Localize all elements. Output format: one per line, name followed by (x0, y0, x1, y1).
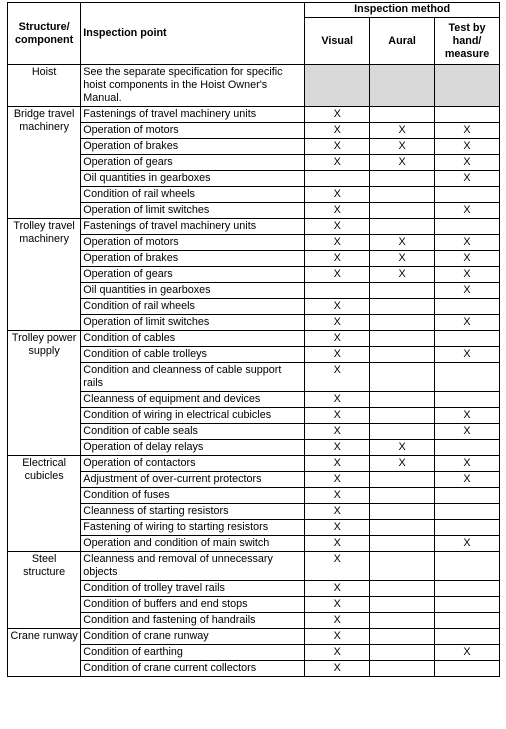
inspection-point-cell: Operation of gears (81, 155, 305, 171)
test-cell (435, 581, 500, 597)
table-row (8, 251, 500, 267)
test-cell: X (435, 251, 500, 267)
inspection-point-cell: Fastening of wiring to starting resistors (81, 520, 305, 536)
test-cell: X (435, 283, 500, 299)
test-cell (435, 661, 500, 677)
inspection-point-header: Inspection point (81, 3, 305, 65)
table-row (8, 65, 500, 107)
table-row (8, 661, 500, 677)
test-cell: X (435, 456, 500, 472)
test-cell (435, 520, 500, 536)
aural-cell (370, 187, 435, 203)
visual-header: Visual (305, 18, 370, 65)
inspection-point-cell: Operation of gears (81, 267, 305, 283)
aural-cell (370, 283, 435, 299)
aural-cell (370, 504, 435, 520)
inspection-point-cell: Operation of contactors (81, 456, 305, 472)
visual-cell: X (305, 645, 370, 661)
visual-cell: X (305, 581, 370, 597)
test-cell (435, 613, 500, 629)
aural-cell (370, 661, 435, 677)
visual-cell: X (305, 299, 370, 315)
aural-cell (370, 629, 435, 645)
table-row (8, 187, 500, 203)
inspection-point-cell: Cleanness of starting resistors (81, 504, 305, 520)
structure-component-cell: Steel structure (8, 552, 81, 629)
aural-cell: X (370, 155, 435, 171)
visual-cell: X (305, 331, 370, 347)
table-row (8, 456, 500, 472)
test-cell (435, 504, 500, 520)
table-row (8, 440, 500, 456)
inspection-point-cell: Condition of earthing (81, 645, 305, 661)
visual-cell: X (305, 440, 370, 456)
table-row (8, 472, 500, 488)
table-row (8, 363, 500, 392)
visual-cell: X (305, 597, 370, 613)
table-row (8, 504, 500, 520)
aural-cell: X (370, 251, 435, 267)
aural-cell (370, 331, 435, 347)
visual-cell: X (305, 155, 370, 171)
table-row (8, 219, 500, 235)
inspection-table-container (7, 2, 500, 677)
inspection-point-cell: Operation of limit switches (81, 315, 305, 331)
visual-cell: X (305, 139, 370, 155)
aural-cell (370, 424, 435, 440)
test-cell: X (435, 536, 500, 552)
structure-component-cell: Electrical cubicles (8, 456, 81, 552)
visual-cell: X (305, 187, 370, 203)
inspection-table (7, 2, 500, 677)
inspection-point-cell: Operation of brakes (81, 139, 305, 155)
inspection-point-cell: Condition of crane runway (81, 629, 305, 645)
test-cell (435, 187, 500, 203)
aural-cell (370, 347, 435, 363)
table-row (8, 629, 500, 645)
table-row (8, 203, 500, 219)
inspection-point-cell: Cleanness of equipment and devices (81, 392, 305, 408)
inspection-point-cell: Condition of wiring in electrical cubicles (81, 408, 305, 424)
inspection-method-header: Inspection method (305, 3, 500, 18)
test-cell: X (435, 155, 500, 171)
visual-cell (305, 65, 370, 107)
inspection-point-cell: Condition of trolley travel rails (81, 581, 305, 597)
inspection-point-cell: Operation of motors (81, 235, 305, 251)
visual-cell: X (305, 363, 370, 392)
visual-cell: X (305, 123, 370, 139)
aural-cell (370, 597, 435, 613)
table-row (8, 299, 500, 315)
test-cell: X (435, 123, 500, 139)
inspection-point-cell: Operation and condition of main switch (81, 536, 305, 552)
inspection-point-cell: Condition of cable seals (81, 424, 305, 440)
visual-cell: X (305, 424, 370, 440)
aural-cell (370, 107, 435, 123)
table-row (8, 613, 500, 629)
inspection-point-cell: Condition and fastening of handrails (81, 613, 305, 629)
inspection-point-cell: See the separate specification for specific hoist components in the Hoist Owner's Manual. (81, 65, 305, 107)
aural-cell (370, 299, 435, 315)
aural-cell (370, 472, 435, 488)
aural-cell (370, 408, 435, 424)
table-row (8, 408, 500, 424)
inspection-point-cell: Condition of rail wheels (81, 299, 305, 315)
inspection-point-cell: Operation of delay relays (81, 440, 305, 456)
inspection-point-cell: Adjustment of over-current protectors (81, 472, 305, 488)
table-row (8, 171, 500, 187)
test-cell (435, 107, 500, 123)
aural-cell (370, 363, 435, 392)
inspection-point-cell: Fastenings of travel machinery units (81, 107, 305, 123)
structure-component-header: Structure/ component (8, 3, 81, 65)
table-row (8, 552, 500, 581)
aural-cell (370, 488, 435, 504)
inspection-point-cell: Fastenings of travel machinery units (81, 219, 305, 235)
aural-cell (370, 392, 435, 408)
aural-cell: X (370, 235, 435, 251)
aural-cell (370, 203, 435, 219)
visual-cell: X (305, 251, 370, 267)
visual-cell: X (305, 520, 370, 536)
table-row (8, 488, 500, 504)
test-cell (435, 363, 500, 392)
aural-cell: X (370, 123, 435, 139)
aural-cell (370, 581, 435, 597)
table-row (8, 536, 500, 552)
visual-cell (305, 283, 370, 299)
visual-cell: X (305, 219, 370, 235)
test-cell: X (435, 171, 500, 187)
test-cell: X (435, 424, 500, 440)
inspection-point-cell: Condition of crane current collectors (81, 661, 305, 677)
visual-cell: X (305, 392, 370, 408)
test-cell (435, 488, 500, 504)
table-row (8, 315, 500, 331)
inspection-point-cell: Oil quantities in gearboxes (81, 283, 305, 299)
visual-cell: X (305, 661, 370, 677)
visual-cell: X (305, 613, 370, 629)
table-row (8, 123, 500, 139)
visual-cell: X (305, 267, 370, 283)
table-row (8, 392, 500, 408)
aural-cell: X (370, 139, 435, 155)
visual-cell: X (305, 235, 370, 251)
structure-component-cell: Trolley power supply (8, 331, 81, 456)
test-cell (435, 629, 500, 645)
visual-cell: X (305, 203, 370, 219)
visual-cell: X (305, 536, 370, 552)
structure-component-cell: Trolley travel machinery (8, 219, 81, 331)
test-cell (435, 597, 500, 613)
visual-cell: X (305, 629, 370, 645)
inspection-point-cell: Condition of cables (81, 331, 305, 347)
table-row (8, 107, 500, 123)
table-row (8, 155, 500, 171)
test-cell (435, 552, 500, 581)
table-row (8, 347, 500, 363)
test-cell: X (435, 203, 500, 219)
visual-cell: X (305, 472, 370, 488)
test-cell (435, 219, 500, 235)
table-row (8, 597, 500, 613)
structure-component-cell: Hoist (8, 65, 81, 107)
inspection-table-body (8, 65, 500, 677)
test-cell: X (435, 315, 500, 331)
visual-cell: X (305, 488, 370, 504)
aural-header: Aural (370, 18, 435, 65)
aural-cell (370, 219, 435, 235)
structure-component-cell: Bridge travel machinery (8, 107, 81, 219)
test-by-hand-measure-header: Test by hand/ measure (435, 18, 500, 65)
test-cell: X (435, 267, 500, 283)
test-cell (435, 440, 500, 456)
visual-cell: X (305, 456, 370, 472)
test-cell (435, 392, 500, 408)
test-cell: X (435, 645, 500, 661)
table-row (8, 331, 500, 347)
inspection-point-cell: Condition of buffers and end stops (81, 597, 305, 613)
aural-cell (370, 315, 435, 331)
inspection-point-cell: Condition of cable trolleys (81, 347, 305, 363)
aural-cell (370, 65, 435, 107)
inspection-point-cell: Cleanness and removal of unnecessary objects (81, 552, 305, 581)
test-cell (435, 331, 500, 347)
test-cell: X (435, 235, 500, 251)
aural-cell (370, 536, 435, 552)
table-row (8, 283, 500, 299)
table-row (8, 581, 500, 597)
visual-cell (305, 171, 370, 187)
structure-component-cell: Crane runway (8, 629, 81, 677)
table-row (8, 520, 500, 536)
aural-cell: X (370, 267, 435, 283)
test-cell: X (435, 408, 500, 424)
test-cell (435, 299, 500, 315)
test-cell: X (435, 139, 500, 155)
visual-cell: X (305, 504, 370, 520)
table-row (8, 645, 500, 661)
visual-cell: X (305, 107, 370, 123)
aural-cell (370, 520, 435, 536)
inspection-point-cell: Operation of limit switches (81, 203, 305, 219)
inspection-point-cell: Oil quantities in gearboxes (81, 171, 305, 187)
table-row (8, 267, 500, 283)
aural-cell (370, 171, 435, 187)
aural-cell (370, 645, 435, 661)
table-row (8, 139, 500, 155)
table-row (8, 424, 500, 440)
inspection-point-cell: Condition of rail wheels (81, 187, 305, 203)
visual-cell: X (305, 552, 370, 581)
test-cell: X (435, 472, 500, 488)
visual-cell: X (305, 315, 370, 331)
inspection-point-cell: Condition of fuses (81, 488, 305, 504)
aural-cell: X (370, 440, 435, 456)
visual-cell: X (305, 408, 370, 424)
inspection-point-cell: Operation of motors (81, 123, 305, 139)
table-row (8, 235, 500, 251)
aural-cell (370, 613, 435, 629)
visual-cell: X (305, 347, 370, 363)
test-cell: X (435, 347, 500, 363)
inspection-point-cell: Condition and cleanness of cable support rails (81, 363, 305, 392)
test-cell (435, 65, 500, 107)
aural-cell (370, 552, 435, 581)
aural-cell: X (370, 456, 435, 472)
inspection-point-cell: Operation of brakes (81, 251, 305, 267)
